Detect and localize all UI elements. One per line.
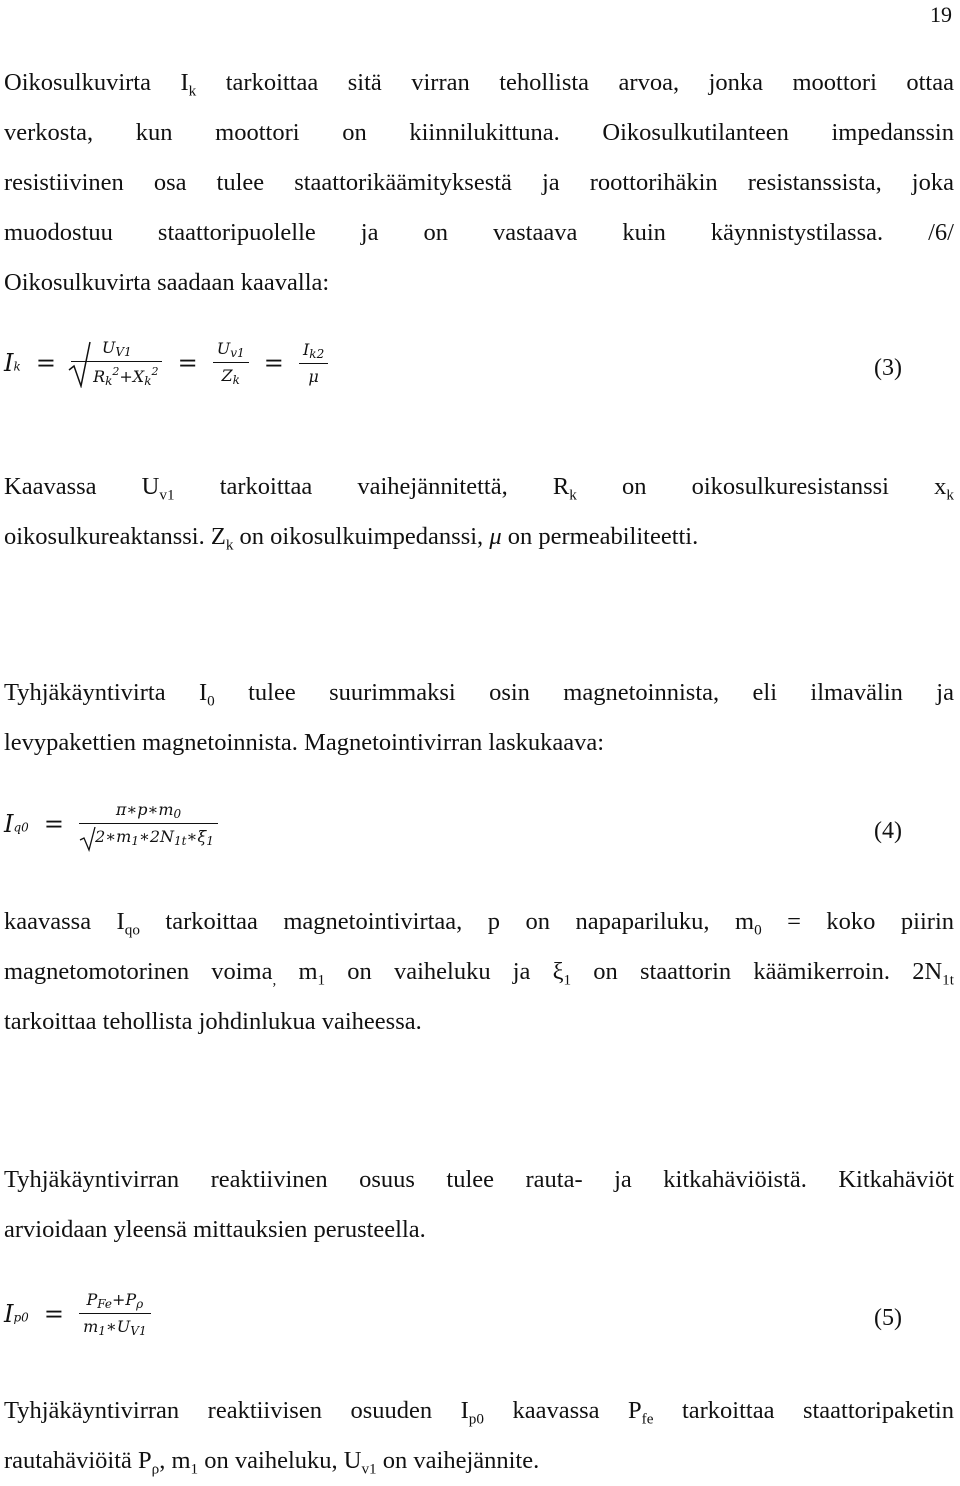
- equation-number-5: (5): [874, 1305, 902, 1331]
- page-number: 19: [930, 2, 952, 27]
- text-line: oikosulkureaktanssi. $Z_k$ on oikosulkuimpedanssi, μ on permeabiliteetti.: [4, 523, 699, 554]
- text-line: verkosta, kun moottori on kiinnilukittuna. Oikosulkutilanteen impedanssin: [4, 119, 954, 146]
- paragraph-magnetizing-definitions: [4, 897, 954, 1047]
- text-line: rautahäviöitä $P_\rho$, $m_1$ on vaiheluku, $U_{v1}$ on vaihejännite.: [4, 1447, 540, 1478]
- square-root-sign: [67, 340, 91, 388]
- text-line: kaavassa $I_{qo}$ tarkoittaa magnetointivirtaa, p on napapariluku, $m_0$ = koko piirin: [4, 908, 954, 939]
- equation-number-4: (4): [874, 818, 902, 844]
- fraction-magnetizing-current: $\frac{\pi∗p∗m0}{2∗m1∗2N1t∗\xi 1}$: [79, 800, 218, 848]
- fraction-current-over-permeability: $\frac{Ik2}{\mu}$: [299, 340, 328, 386]
- square-root-sign: [79, 826, 97, 852]
- text-line: muodostuu staattoripuolelle ja on vastaava kuin käynnistystilassa. /6/: [4, 219, 954, 246]
- paragraph-reactive-component: [4, 1155, 954, 1255]
- paragraph-short-circuit-current: [4, 58, 954, 308]
- equation-number-3: (3): [874, 355, 902, 381]
- equation-4: Iq0 = $\frac{\pi∗p∗m0}{2∗m1∗2N1t∗\xi 1}$: [4, 800, 218, 848]
- text-line: magnetomotorinen voima$_,$ $m_1$ on vaiheluku ja $\xi_1$ on staattorin käämikerroin. $2N_{1t}$: [4, 958, 954, 989]
- paragraph-iron-loss-definitions: [4, 1386, 954, 1486]
- text-line: resistiivinen osa tulee staattorikäämityksestä ja roottorihäkin resistanssista, joka: [4, 169, 954, 196]
- text-line: Kaavassa $U_{v1}$ tarkoittaa vaihejännitettä, $R_k$ on oikosulkuresistanssi $x_k$: [4, 473, 954, 504]
- text-line: levypakettien magnetoinnista. Magnetointivirran laskukaava:: [4, 729, 605, 756]
- text-line: Oikosulkuvirta saadaan kaavalla:: [4, 269, 330, 296]
- text-line: Tyhjäkäyntivirran reaktiivinen osuus tulee rauta- ja kitkahäviöistä. Kitkahäviöt: [4, 1166, 954, 1193]
- text-line: arvioidaan yleensä mittauksien perusteella.: [4, 1216, 426, 1243]
- text-line: Oikosulkuvirta $I_k$ tarkoittaa sitä virran tehollista arvoa, jonka moottori ottaa: [4, 69, 954, 100]
- text-line: Tyhjäkäyntivirran reaktiivisen osuuden $I_{p0}$ kaavassa $P_{fe}$ tarkoittaa staattoripaketin: [4, 1397, 954, 1428]
- equation-3: Ik = $\frac{UV1}{Rk^2+Xk^2}$ = $\frac{Uv1}{Zk}$ = $\frac{Ik2}{\mu}$: [4, 338, 328, 418]
- paragraph-symbol-definitions: [4, 462, 954, 562]
- fraction-voltage-over-impedance: $\frac{Uv1}{Zk}$: [213, 339, 249, 387]
- equation-5: Ip0 = $\frac{\text{PFe+Pρ}}{m1∗UV1}$: [4, 1290, 151, 1338]
- fraction-voltage-over-root: $\frac{UV1}{Rk^2+Xk^2}$: [71, 338, 162, 388]
- text-line: Tyhjäkäyntivirta $I_0$ tulee suurimmaksi osin magnetoinnista, eli ilmavälin ja: [4, 679, 954, 710]
- paragraph-no-load-current: [4, 668, 954, 768]
- fraction-iron-loss-current: $\frac{\text{PFe+Pρ}}{m1∗UV1}$: [79, 1290, 150, 1338]
- text-line: tarkoittaa tehollista johdinlukua vaiheessa.: [4, 1008, 422, 1035]
